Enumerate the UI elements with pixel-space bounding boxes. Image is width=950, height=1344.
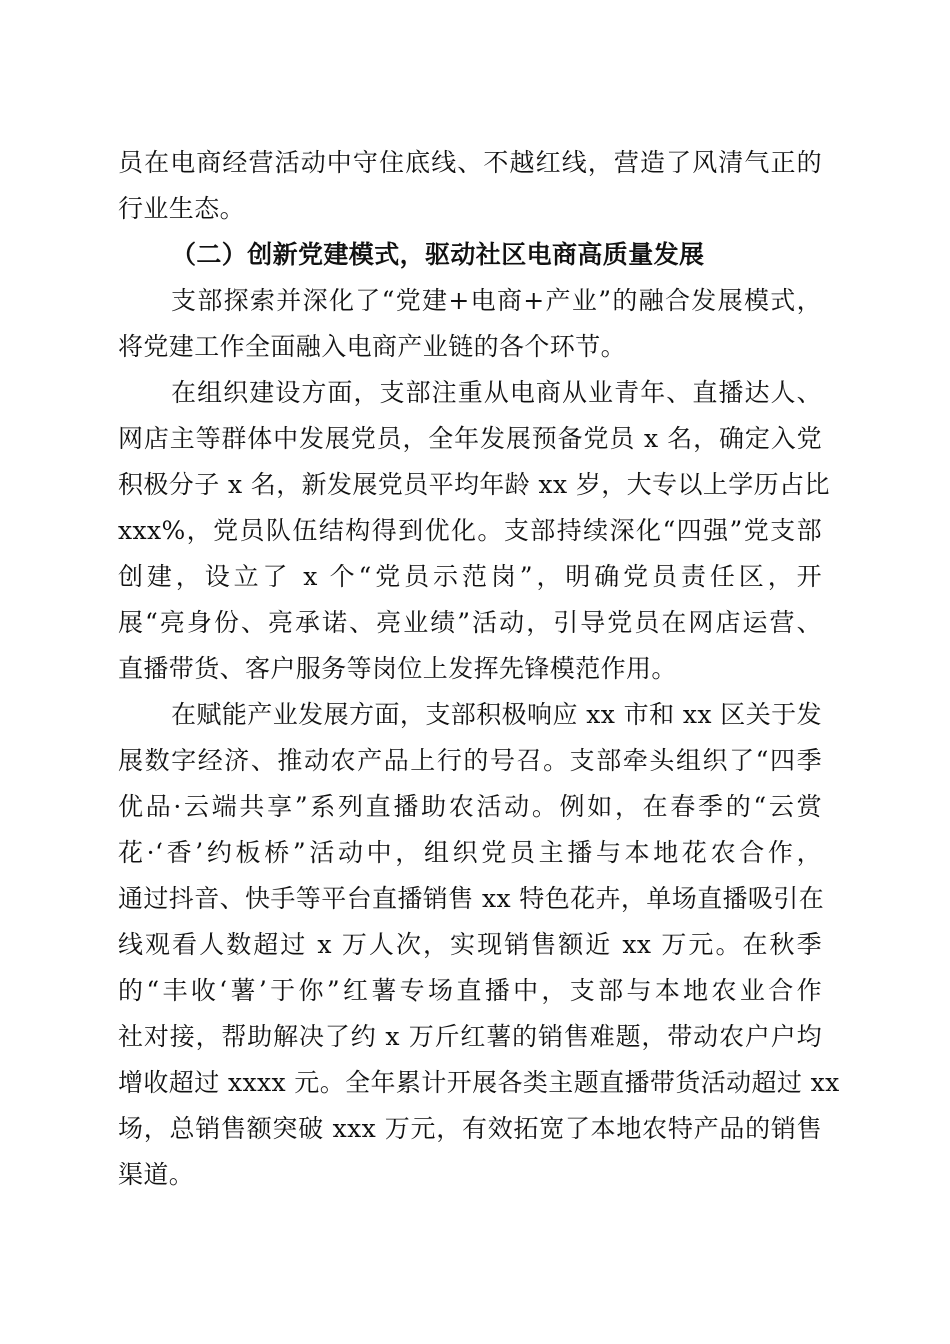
text-line: 增收超过 xxxx 元。全年累计开展各类主题直播带货活动超过 xx [118,1068,840,1097]
text-line: 线观看人数超过 x 万人次，实现销售额近 xx 万元。在秋季 [118,930,822,959]
section-heading: （二）创新党建模式，驱动社区电商高质量发展 [171,240,705,269]
text-line: 展“亮身份、亮承诺、亮业绩”活动，引导党员在网店运营、 [118,608,822,637]
text-line: 将党建工作全面融入电商产业链的各个环节。 [118,332,627,361]
text-line: 花·‘香’约板桥”活动中，组织党员主播与本地花农合作， [118,838,822,867]
text-line: 网店主等群体中发展党员，全年发展预备党员 x 名，确定入党 [118,424,822,453]
document-body [118,140,840,1198]
text-line: 渠道。 [118,1160,195,1189]
text-line: 行业生态。 [118,194,246,223]
text-line: 展数字经济、推动农产品上行的号召。支部牵头组织了“四季 [118,746,822,775]
text-line: 通过抖音、快手等平台直播销售 xx 特色花卉，单场直播吸引在 [118,884,825,913]
text-line: 支部探索并深化了“党建+电商+产业”的融合发展模式， [171,286,822,315]
text-line: 场，总销售额突破 xxx 万元，有效拓宽了本地农特产品的销售 [118,1114,822,1143]
text-line: 优品·云端共享”系列直播助农活动。例如，在春季的“云赏 [118,792,822,821]
text-line: 在赋能产业发展方面，支部积极响应 xx 市和 xx 区关于发 [171,700,822,729]
text-line: 积极分子 x 名，新发展党员平均年龄 xx 岁，大专以上学历占比 [118,470,830,499]
text-line: 创建，设立了 x 个“党员示范岗”，明确党员责任区，开 [118,562,822,591]
text-line: 直播带货、客户服务等岗位上发挥先锋模范作用。 [118,654,677,683]
text-line: xxx%，党员队伍结构得到优化。支部持续深化“四强”党支部 [118,516,822,545]
text-line: 员在电商经营活动中守住底线、不越红线，营造了风清气正的 [118,148,822,177]
text-line: 社对接，帮助解决了约 x 万斤红薯的销售难题，带动农户户均 [118,1022,822,1051]
text-line: 的“丰收‘薯’于你”红薯专场直播中，支部与本地农业合作 [118,976,822,1005]
text-line: 在组织建设方面，支部注重从电商从业青年、直播达人、 [171,378,822,407]
